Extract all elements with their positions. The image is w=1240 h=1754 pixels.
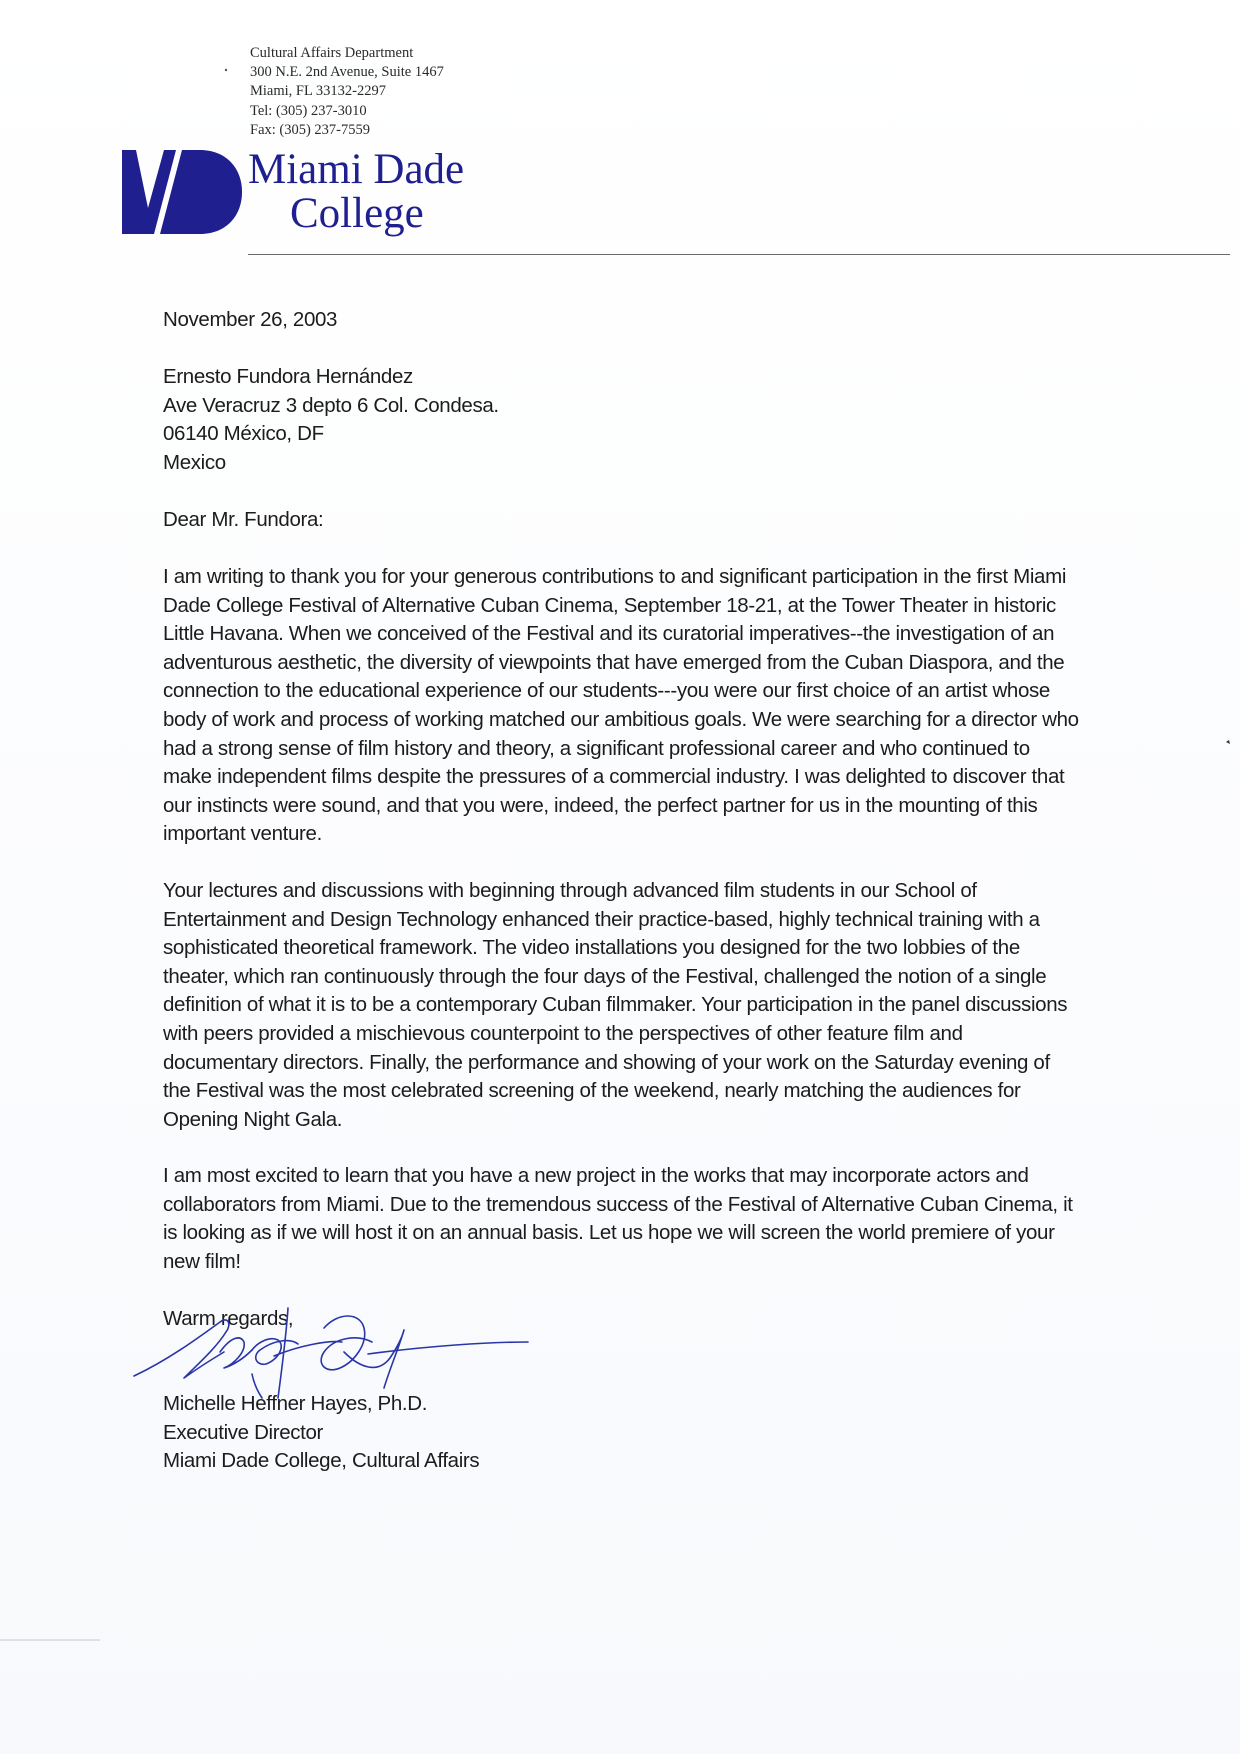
recipient-street: Ave Veracruz 3 depto 6 Col. Condesa. [163, 393, 499, 417]
paragraph-line: I am writing to thank you for your generous contributions to and significant participation in the first Miami [163, 565, 1067, 588]
body-paragraph-1 [163, 563, 1123, 849]
recipient-name: Ernesto Fundora Hernández [163, 365, 413, 388]
paragraph-line: theater, which ran continuously through the four days of the Festival, challenged the notion of a single [163, 964, 1047, 988]
body-paragraph-2 [163, 877, 1123, 1134]
paragraph-line: had a strong sense of film history and theory, a significant professional career and who continued to [163, 736, 1030, 760]
signature-stroke [344, 1330, 404, 1388]
paragraph-line: make independent films despite the pressures of a commercial industry. I was delighted to discover that [163, 765, 1065, 789]
paragraph-line: Your lectures and discussions with beginning through advanced film students in our School of [163, 879, 977, 902]
college-name-line1: Miami Dade [248, 146, 465, 193]
signature-stroke [368, 1342, 528, 1354]
paragraph-line: Opening Night Gala. [163, 1107, 343, 1131]
address-line-department: Cultural Affairs Department [250, 45, 414, 61]
signer-title: Executive Director [163, 1420, 324, 1444]
paragraph-line: definition of what it is to be a contemporary Cuban filmmaker. Your participation in the panel discussions [163, 993, 1068, 1017]
address-line-fax: Fax: (305) 237-7559 [250, 121, 371, 138]
paragraph-line: with peers provided a mischievous counterpoint to the perspectives of other feature film and [163, 1021, 963, 1045]
paragraph-line: the Festival was the most celebrated screening of the weekend, nearly matching the audiences for [163, 1079, 1021, 1103]
paragraph-line: I am most excited to learn that you have a new project in the works that may incorporate actors and [163, 1164, 1029, 1187]
letterhead-divider [248, 254, 1230, 255]
paragraph-line: connection to the educational experience of our students---you were our first choice of an artist whose [163, 679, 1050, 703]
signer-name: Michelle Heffner Hayes, Ph.D. [163, 1392, 428, 1415]
paragraph-line: body of work and process of working matched our ambitious goals. We were searching for a director who [163, 707, 1079, 731]
recipient-country: Mexico [163, 450, 226, 474]
paragraph-line: Little Havana. When we conceived of the Festival and its curatorial imperatives--the investigation of an [163, 622, 1055, 646]
signer-organization: Miami Dade College, Cultural Affairs [163, 1449, 480, 1473]
address-line-phone: Tel: (305) 237-3010 [250, 102, 367, 119]
address-line-city: Miami, FL 33132-2297 [250, 83, 387, 100]
paragraph-line: our instincts were sound, and that you were, indeed, the perfect partner for us in the mounting of this [163, 793, 1038, 817]
signature-stroke [252, 1374, 262, 1398]
recipient-city: 06140 México, DF [163, 422, 324, 446]
college-name [248, 148, 464, 236]
mdc-logo-icon [122, 150, 242, 234]
college-name-line2: College [290, 190, 424, 237]
paragraph-line: is looking as if we will host it on an annual basis. Let us hope we will screen the world premiere of your [163, 1221, 1055, 1245]
letterhead-address [250, 44, 444, 140]
paragraph-line: sophisticated theoretical framework. The video installations you designed for the two lobbies of the [163, 936, 1020, 960]
signature-stroke [321, 1316, 372, 1370]
paragraph-line: Dade College Festival of Alternative Cuban Cinema, September 18-21, at the Tower Theater in historic [163, 593, 1056, 617]
letter-date: November 26, 2003 [163, 308, 338, 331]
recipient-address [163, 363, 1123, 477]
handwritten-signature [128, 1298, 598, 1418]
paragraph-line: collaborators from Miami. Due to the tremendous success of the Festival of Alternative Cuban Cinema, it [163, 1192, 1073, 1216]
paragraph-line: adventurous aesthetic, the diversity of viewpoints that have emerged from the Cuban Diaspora, and the [163, 650, 1065, 674]
signature-stroke [252, 1339, 298, 1365]
salutation: Dear Mr. Fundora: [163, 508, 324, 531]
body-paragraph-3 [163, 1162, 1123, 1276]
paragraph-line: documentary directors. Finally, the performance and showing of your work on the Saturday evening of [163, 1050, 1050, 1074]
scan-speck [225, 69, 227, 71]
signature-stroke [220, 1338, 252, 1368]
paragraph-line: important venture. [163, 822, 322, 846]
scan-speck [1226, 740, 1230, 744]
signature-stroke [134, 1320, 229, 1378]
paragraph-line: Entertainment and Design Technology enhanced their practice-based, highly technical training with a [163, 907, 1040, 931]
address-line-street: 300 N.E. 2nd Avenue, Suite 1467 [250, 64, 444, 81]
paragraph-line: new film! [163, 1249, 241, 1273]
closing: Warm regards, [163, 1307, 294, 1330]
